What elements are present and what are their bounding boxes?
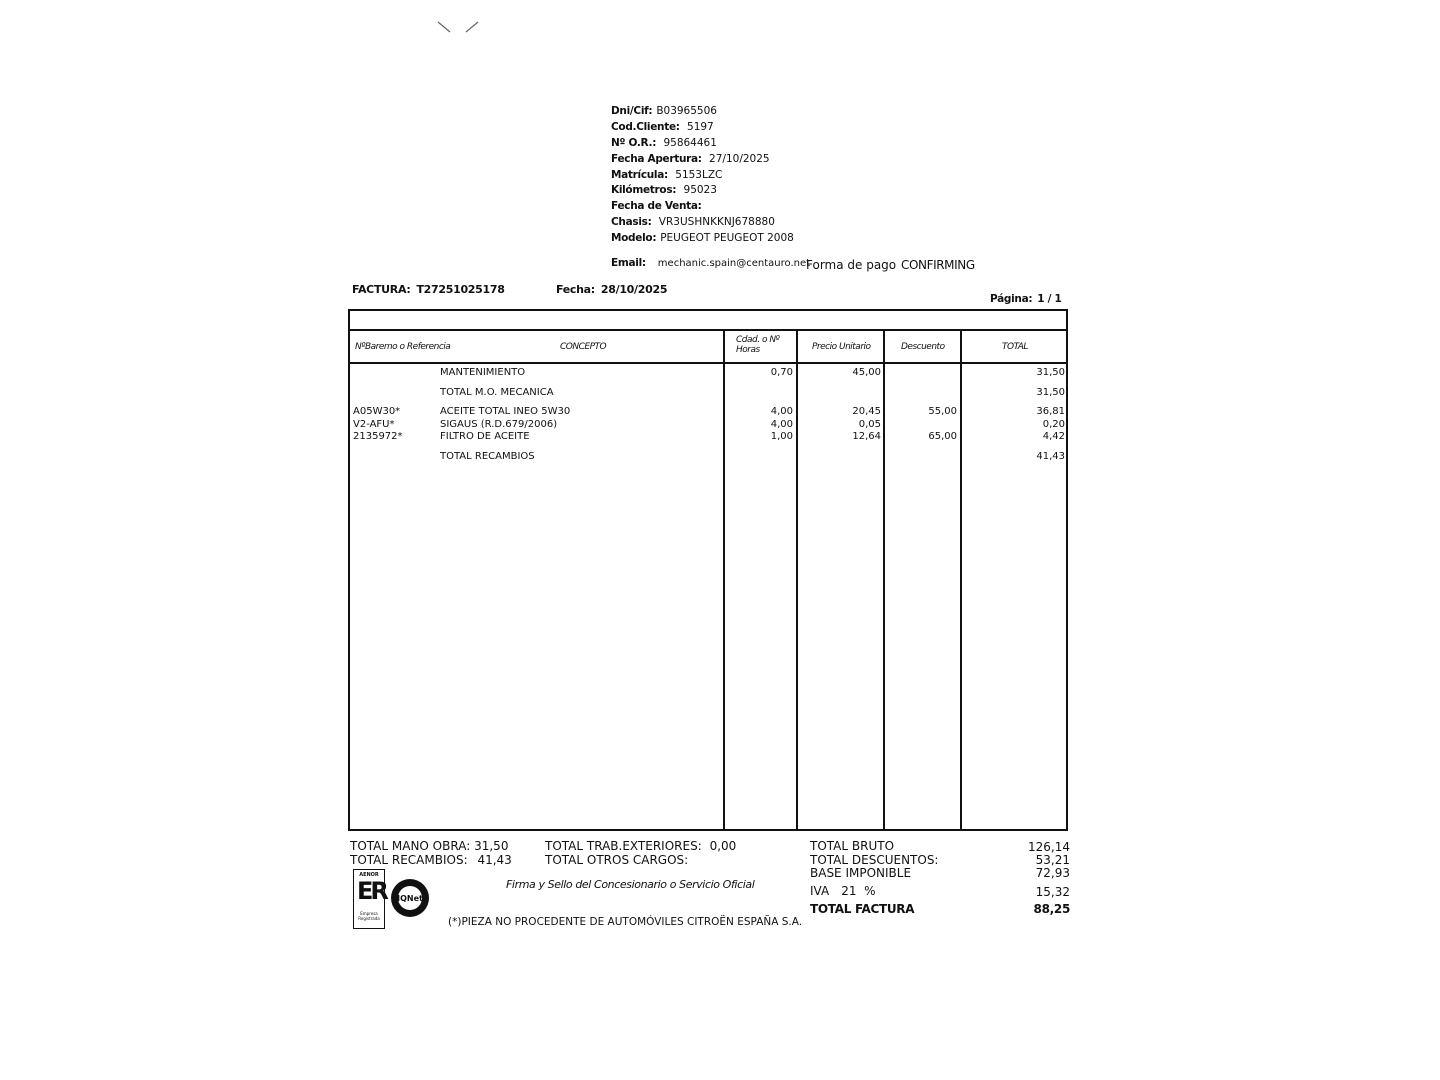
header-concepto: CONCEPTO <box>560 342 607 352</box>
forma-pago-label: Forma de pago <box>806 258 897 272</box>
client-row-or: Nº O.R.: 95864461 <box>611 136 717 149</box>
header-descuento: Descuento <box>901 342 945 352</box>
iva-value: 15,32 <box>1035 885 1070 899</box>
total-bruto-label: TOTAL BRUTO <box>810 839 895 853</box>
aenor-logo: AENOR ER Empresa Registrada <box>353 869 385 929</box>
table-divider <box>350 329 1066 331</box>
forma-pago-value: CONFIRMING <box>901 258 975 272</box>
email-value: mechanic.spain@centauro.net <box>657 258 811 269</box>
client-row-dni: Dni/Cif: B03965506 <box>611 105 717 117</box>
total-factura-label: TOTAL FACTURA <box>810 902 915 916</box>
base-imponible-value: 72,93 <box>1035 866 1070 880</box>
header-precio-unitario: Precio Unitario <box>812 342 871 352</box>
total-descuentos-label: TOTAL DESCUENTOS: <box>810 853 939 867</box>
decorative-mark-icon <box>436 20 480 34</box>
total-recambios: TOTAL RECAMBIOS: 41,43 <box>350 853 512 867</box>
column-divider <box>796 329 798 829</box>
page-number: Página: 1 / 1 <box>990 293 1062 305</box>
client-info <box>611 104 794 247</box>
client-row-fecha-venta: Fecha de Venta: <box>611 200 702 213</box>
header-referencia: NºBaremo o Referencia <box>355 342 451 352</box>
column-divider <box>723 329 725 829</box>
column-divider <box>883 329 885 829</box>
header-cantidad: Cdad. o Nº Horas <box>736 335 780 355</box>
client-row-chasis: Chasis: VR3USHNKKNJ678880 <box>611 216 775 229</box>
email-row <box>611 257 810 269</box>
iqnet-seal-icon <box>390 878 430 918</box>
column-divider <box>960 329 962 829</box>
total-descuentos-value: 53,21 <box>1035 853 1070 867</box>
total-mano-obra: TOTAL MANO OBRA: 31,50 <box>350 839 509 853</box>
disclaimer: (*)PIEZA NO PROCEDENTE DE AUTOMÓVILES CITROËN ESPAÑA S.A. <box>448 916 803 928</box>
factura-number: FACTURA: T27251025178 <box>352 283 505 296</box>
client-row-cod-cliente: Cod.Cliente: 5197 <box>611 120 714 133</box>
base-imponible-label: BASE IMPONIBLE <box>810 866 912 880</box>
invoice-table: NºBaremo o Referencia CONCEPTO Cdad. o Nº Horas Precio Unitario Descuento TOTAL MANTENIMIENTO 0,70 45,00 31,50 TOTAL M.O. MECANICA 31,50 A05W30* ACEITE TOTAL INEO 5W30 4,00 20,45 55,00 36,81 V2-AFU* SIGAUS (R.D.679/2006) 4,00 0,05 0,20 2135972* FILTRO DE ACEITE 1,00 12,64 65,00 4,42 TOTAL RECAMBIOS 41,43 <box>348 309 1068 831</box>
factura-date: Fecha: 28/10/2025 <box>556 283 668 296</box>
total-factura-value: 88,25 <box>1033 902 1070 916</box>
svg-text:IQNet: IQNet <box>397 894 423 903</box>
total-trab-exteriores: TOTAL TRAB.EXTERIORES: 0,00 <box>545 839 737 853</box>
client-row-matricula: Matrícula: 5153LZC <box>611 168 723 181</box>
header-total: TOTAL <box>1002 342 1028 352</box>
total-otros-cargos: TOTAL OTROS CARGOS: <box>545 853 689 867</box>
firma-sello: Firma y Sello del Concesionario o Servicio Oficial <box>506 878 755 891</box>
client-row-kilometros: Kilómetros: 95023 <box>611 184 717 197</box>
email-label: Email: <box>611 257 646 269</box>
table-divider <box>350 362 1066 364</box>
client-row-modelo: Modelo: PEUGEOT PEUGEOT 2008 <box>611 232 794 245</box>
client-row-fecha-apertura: Fecha Apertura: 27/10/2025 <box>611 152 770 165</box>
iva-label: IVA 21 % <box>810 884 876 898</box>
total-bruto-value: 126,14 <box>1028 840 1070 854</box>
